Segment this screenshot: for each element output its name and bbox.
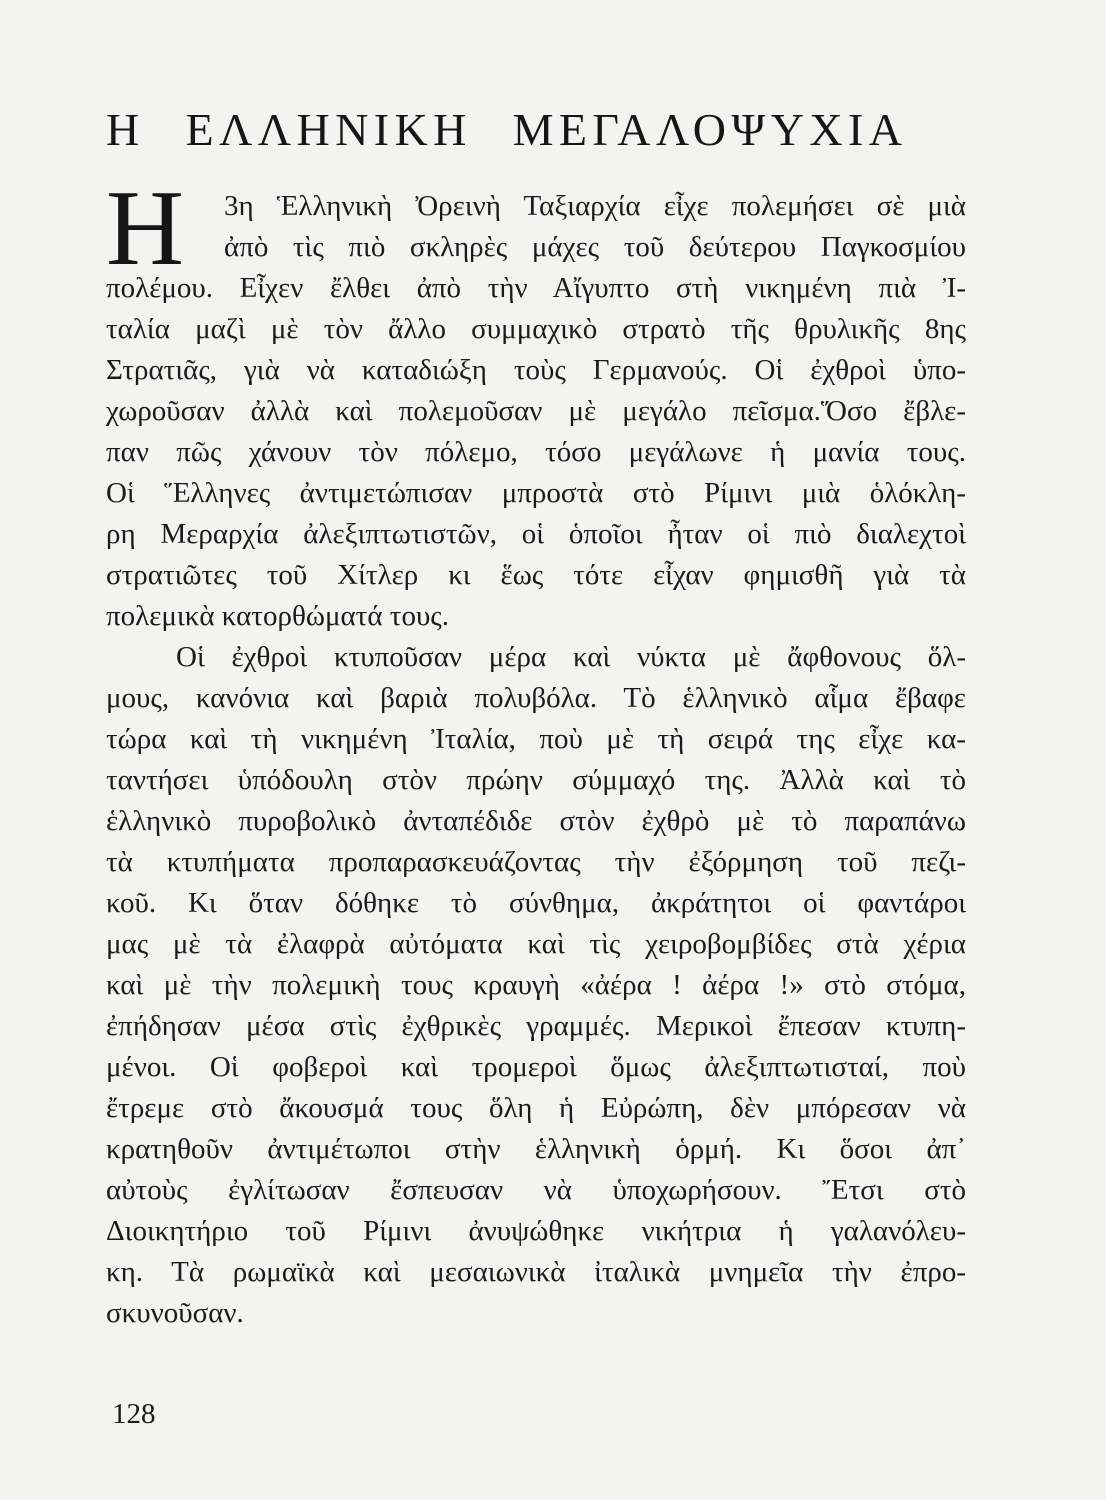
text-line: τώρα καὶ τὴ νικημένη Ἰταλία, ποὺ μὲ τὴ σειρά της εἶχε κα-: [106, 723, 966, 755]
text-line: σκυνοῦσαν.: [106, 1297, 244, 1329]
text-line: Στρατιᾶς, γιὰ νὰ καταδιώξη τοὺς Γερμανούς. Οἱ ἐχθροὶ ὑπο-: [106, 354, 966, 386]
text-line: ἀπὸ τὶς πιὸ σκληρὲς μάχες τοῦ δεύτερου Παγκοσμίου: [224, 231, 966, 263]
text-line: μένοι. Οἱ φοβεροὶ καὶ τρομεροὶ ὅμως ἀλεξιπτωτισταί, ποὺ: [106, 1051, 966, 1083]
text-line: χωροῦσαν ἀλλὰ καὶ πολεμοῦσαν μὲ μεγάλο πεῖσμα.Ὅσο ἔβλε-: [106, 395, 966, 427]
text-line: ἐπήδησαν μέσα στὶς ἐχθρικὲς γραμμές. Μερικοὶ ἔπεσαν κτυπη-: [106, 1010, 966, 1042]
paragraph-1: [106, 169, 966, 637]
text-line: ταλία μαζὶ μὲ τὸν ἄλλο συμμαχικὸ στρατὸ τῆς θρυλικῆς 8ης: [106, 313, 966, 345]
text-line: Οἱ Ἕλληνες ἀντιμετώπισαν μπροστὰ στὸ Ρίμινι μιὰ ὁλόκλη-: [106, 477, 966, 509]
text-line: κοῦ. Κι ὅταν δόθηκε τὸ σύνθημα, ἀκράτητοι οἱ φαντάροι: [106, 887, 966, 919]
text-line: Διοικητήριο τοῦ Ρίμινι ἀνυψώθηκε νικήτρια ἡ γαλανόλευ-: [106, 1215, 966, 1247]
text-line: 3η Ἑλληνικὴ Ὀρεινὴ Ταξιαρχία εἶχε πολεμήσει σὲ μιὰ: [224, 190, 966, 222]
text-line: ἔτρεμε στὸ ἄκουσμά τους ὅλη ἡ Εὐρώπη, δὲν μπόρεσαν νὰ: [106, 1092, 966, 1124]
text-line: καὶ μὲ τὴν πολεμικὴ τους κραυγὴ «ἀέρα ! ἀέρα !» στὸ στόμα,: [106, 969, 966, 1001]
paragraph-2: [106, 637, 966, 1334]
text-line: στρατιῶτες τοῦ Χίτλερ κι ἕως τότε εἶχαν φημισθῆ γιὰ τὰ: [106, 559, 966, 591]
text-line: τὰ κτυπήματα προπαρασκευάζοντας τὴν ἐξόρμηση τοῦ πεζι-: [106, 846, 966, 878]
text-line: ἑλληνικὸ πυροβολικὸ ἀνταπέδιδε στὸν ἐχθρὸ μὲ τὸ παραπάνω: [106, 805, 966, 837]
text-line: πολεμικὰ κατορθώματά τους.: [106, 600, 450, 632]
body-text: [106, 169, 966, 1334]
chapter-title: Η ΕΛΛΗΝΙΚΗ ΜΕΓΑΛΟΨΥΧΙΑ: [106, 104, 908, 155]
text-line: ρη Μεραρχία ἀλεξιπτωτιστῶν, οἱ ὁποῖοι ἦταν οἱ πιὸ διαλεχτοὶ: [106, 518, 966, 550]
text-line: μους, κανόνια καὶ βαριὰ πολυβόλα. Τὸ ἑλληνικὸ αἷμα ἔβαφε: [106, 682, 966, 714]
text-line: Οἱ ἐχθροὶ κτυποῦσαν μέρα καὶ νύκτα μὲ ἄφθονους ὅλ-: [176, 641, 966, 673]
text-line: ταντήσει ὑπόδουλη στὸν πρώην σύμμαχό της. Ἀλλὰ καὶ τὸ: [106, 764, 966, 796]
text-line: πολέμου. Εἶχεν ἔλθει ἀπὸ τὴν Αἴγυπτο στὴ νικημένη πιὰ Ἰ-: [106, 272, 966, 304]
text-line: παν πῶς χάνουν τὸν πόλεμο, τόσο μεγάλωνε ἡ μανία τους.: [106, 436, 966, 468]
drop-cap: Η: [106, 169, 184, 288]
text-line: αὐτοὺς ἐγλίτωσαν ἔσπευσαν νὰ ὑποχωρήσουν. Ἔτσι στὸ: [106, 1174, 966, 1206]
text-line: κρατηθοῦν ἀντιμέτωποι στὴν ἑλληνικὴ ὁρμή. Κι ὅσοι ἀπ᾿: [106, 1133, 966, 1165]
page-number: 128: [112, 1398, 156, 1430]
text-line: μας μὲ τὰ ἐλαφρὰ αὐτόματα καὶ τὶς χειροβομβίδες στὰ χέρια: [106, 928, 966, 960]
text-line: κη. Τὰ ρωμαϊκὰ καὶ μεσαιωνικὰ ἰταλικὰ μνημεῖα τὴν ἐπρο-: [106, 1256, 966, 1288]
